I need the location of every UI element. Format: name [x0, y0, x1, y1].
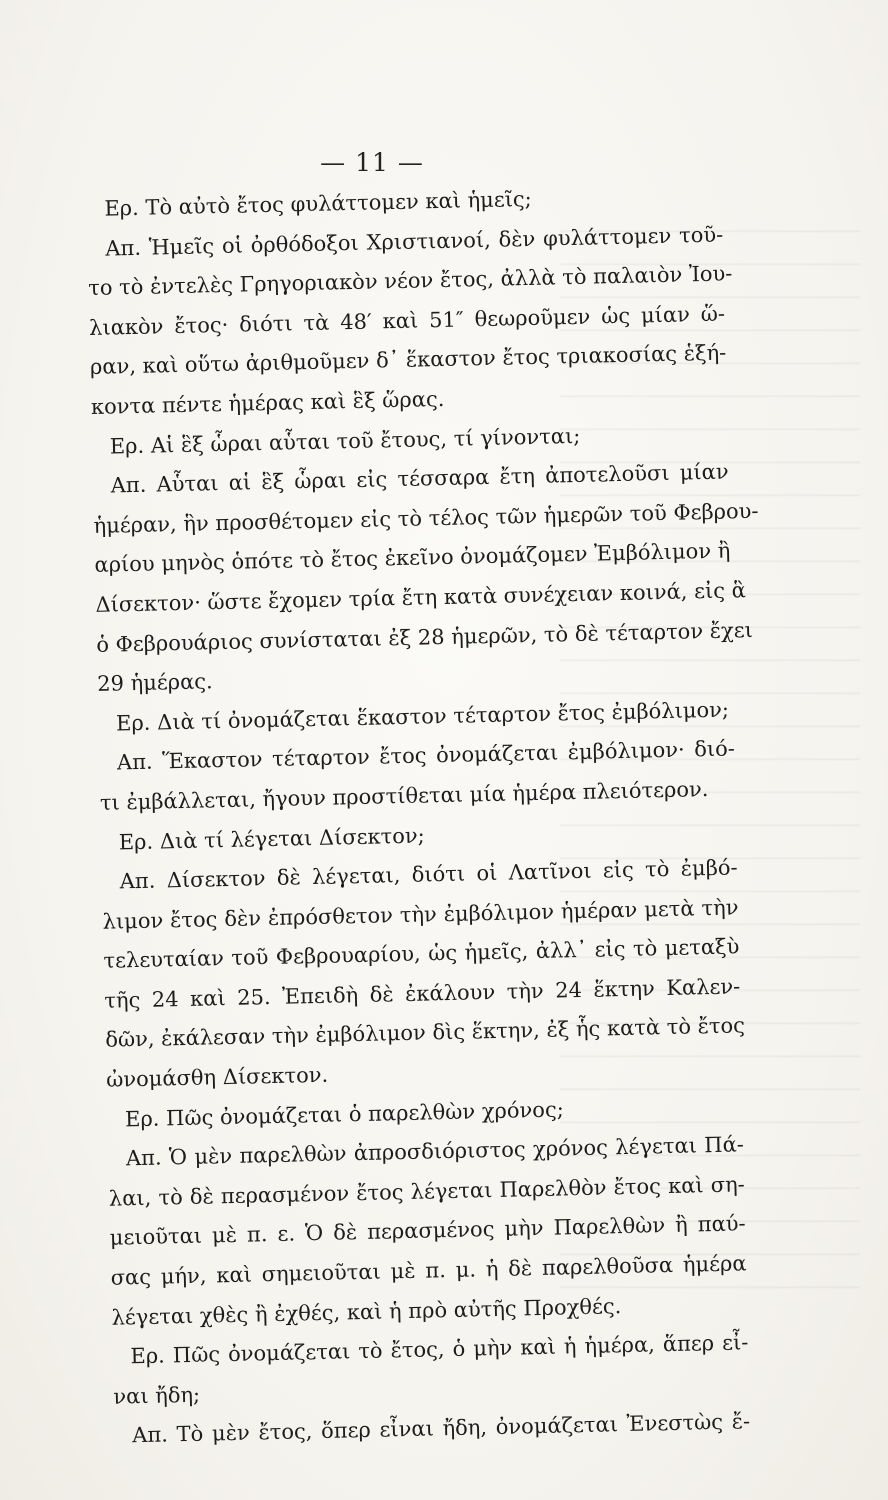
text-line: ὠνομάσθη Δίσεκτον. — [105, 1062, 329, 1092]
text-line: Ερ. Πῶς ὀνομάζεται ὁ παρελθὼν χρόνος; — [124, 1097, 565, 1132]
text-line: Απ. Ἕκαστον τέταρτον ἔτος ὀνομάζεται ἐμβόλιμον· διό- — [116, 736, 736, 775]
text-line: ἡμέραν, ἣν προσθέτομεν εἰς τὸ τέλος τῶν ἡμερῶν τοῦ Φεβρου- — [93, 498, 759, 538]
text-line: λιακὸν ἔτος· διότι τὰ 48′ καὶ 51″ θεωροῦμεν ὡς μίαν ὥ- — [88, 301, 726, 340]
text-line: ραν, καὶ οὕτω ἀριθμοῦμεν δ᾽ ἕκαστον ἔτος τριακοσίας ἑξή- — [89, 340, 727, 380]
text-line: τελευταίαν τοῦ Φεβρουαρίου, ὡς ἡμεῖς, ἀλλ᾽ εἰς τὸ μεταξὺ — [103, 934, 740, 974]
text-line: Ερ. Διὰ τί ὀνομάζεται ἕκαστον τέταρτον ἔτος ἐμβόλιμον; — [115, 697, 730, 736]
text-line: Ερ. Διὰ τί λέγεται Δίσεκτον; — [118, 822, 425, 854]
text-line: το τὸ ἐντελὲς Γρηγοριακὸν νέον ἔτος, ἀλλὰ τὸ παλαιὸν Ἰου- — [87, 261, 733, 301]
text-line: κοντα πέντε ἡμέρας καὶ ἓξ ὥρας. — [90, 386, 445, 419]
text-line: Απ. Τὸ μὲν ἔτος, ὅπερ εἶναι ἤδη, ὀνομάζεται Ἐνεστὼς ἔ- — [132, 1409, 751, 1448]
text-line: Δίσεκτον· ὥστε ἔχομεν τρία ἔτη κατὰ συνέχειαν κοινά, εἰς ἃ — [95, 578, 747, 617]
text-line: ναι ἤδη; — [113, 1382, 201, 1409]
text-line: Ερ. Πῶς ὀνομάζεται τὸ ἔτος, ὁ μὴν καὶ ἡ ἡμέρα, ἅπερ εἶ- — [130, 1330, 749, 1369]
text-line: τι ἐμβάλλεται, ἤγουν προστίθεται μία ἡμέρα πλειότερον. — [99, 776, 709, 815]
text-line: σας μήν, καὶ σημειοῦται μὲ π. μ. ἡ δὲ παρελθοῦσα ἡμέρα — [110, 1251, 747, 1290]
text-line: 29 ἡμέρας. — [96, 669, 213, 696]
text-line: δῶν, ἐκάλεσαν τὴν ἐμβόλιμον δὶς ἕκτην, ἐξ ἧς κατὰ τὸ ἔτος — [105, 1013, 746, 1053]
body-text — [86, 176, 759, 1457]
text-line: λαι, τὸ δὲ περασμένον ἔτος λέγεται Παρελθὸν ἔτος καὶ ση- — [108, 1172, 745, 1211]
text-line: λιμον ἔτος δὲν ἐπρόσθετον τὴν ἐμβόλιμον ἡμέραν μετὰ τὴν — [102, 895, 739, 934]
text-line: Απ. Ἡμεῖς οἱ ὀρθόδοξοι Χριστιανοί, δὲν φυλάττομεν τοῦ- — [105, 222, 724, 261]
text-line: τῆς 24 καὶ 25. Ἐπειδὴ δὲ ἐκάλουν τὴν 24 ἕκτην Καλεν- — [104, 974, 741, 1013]
text-line: μειοῦται μὲ π. ε. Ὁ δὲ περασμένος μὴν Παρελθὼν ἢ παύ- — [109, 1211, 746, 1251]
page-number: — 11 — — [320, 148, 424, 177]
text-line: Απ. Δίσεκτον δὲ λέγεται, διότι οἱ Λατῖνοι εἰς τὸ ἐμβό- — [119, 855, 738, 894]
text-line: Ερ. Αἱ ἓξ ὧραι αὗται τοῦ ἔτους, τί γίνονται; — [109, 423, 581, 459]
text-line: Ερ. Τὸ αὐτὸ ἔτος φυλάττομεν καὶ ἡμεῖς; — [104, 186, 532, 221]
text-line: λέγεται χθὲς ἢ ἐχθές, καὶ ἡ πρὸ αὐτῆς Προχθές. — [111, 1293, 622, 1330]
text-line: ὁ Φεβρουάριος συνίσταται ἐξ 28 ἡμερῶν, τὸ δὲ τέταρτον ἔχει — [96, 617, 754, 657]
text-line: αρίου μηνὸς ὁπότε τὸ ἔτος ἐκεῖνο ὀνομάζομεν Ἐμβόλιμον ἢ — [94, 538, 731, 578]
text-line: Απ. Αὗται αἱ ἓξ ὧραι εἰς τέσσαρα ἔτη ἀποτελοῦσι μίαν — [110, 459, 729, 498]
text-line: Απ. Ὁ μὲν παρελθὼν ἀπροσδιόριστος χρόνος λέγεται Πά- — [125, 1132, 745, 1171]
